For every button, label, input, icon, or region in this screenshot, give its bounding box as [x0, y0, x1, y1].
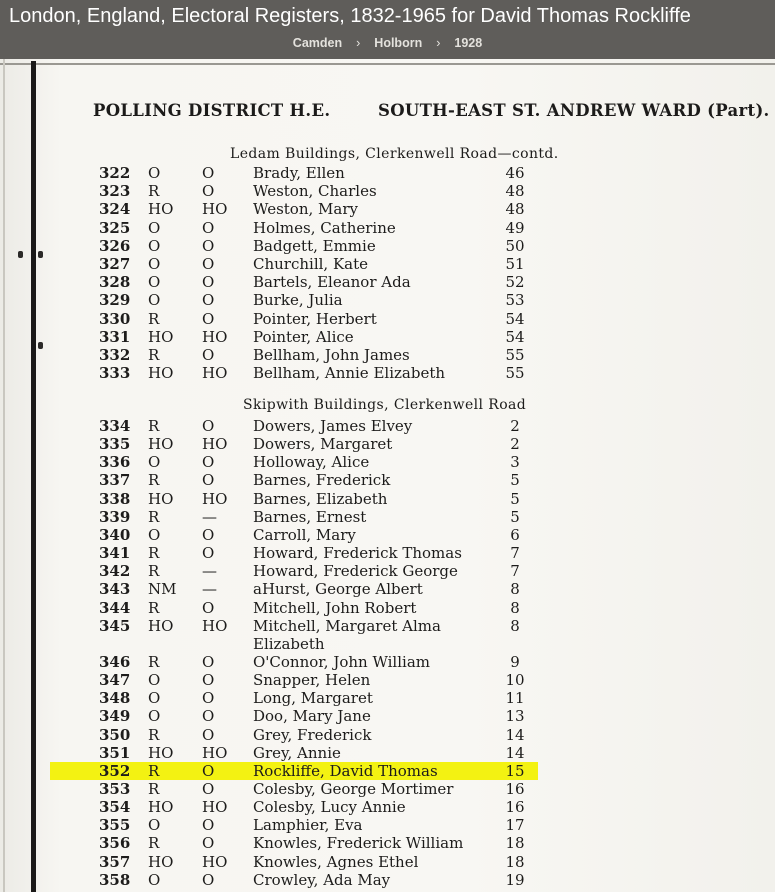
voter-row — [0, 435, 775, 453]
residence-code: O — [202, 671, 215, 690]
elector-name: Grey, Annie — [253, 743, 341, 762]
voter-row — [0, 871, 775, 889]
residence-code: O — [202, 182, 215, 201]
house-number: 11 — [505, 689, 525, 708]
residence-code: O — [202, 544, 215, 563]
house-number: 6 — [510, 525, 520, 544]
elector-number: 349 — [99, 707, 131, 726]
elector-name: Mitchell, John Robert — [253, 598, 417, 617]
elector-name: Mitchell, Margaret Alma — [253, 616, 441, 635]
elector-number: 330 — [99, 309, 131, 328]
voter-row — [0, 689, 775, 707]
elector-number: 332 — [99, 346, 131, 364]
qualification-code: HO — [148, 798, 174, 817]
voter-row — [0, 798, 775, 816]
voter-row — [0, 635, 775, 653]
elector-number: 328 — [99, 273, 131, 292]
house-number: 49 — [505, 218, 525, 237]
elector-name: Holloway, Alice — [253, 453, 370, 472]
voter-row — [0, 853, 775, 871]
house-number: 8 — [510, 616, 520, 635]
qualification-code: R — [148, 834, 160, 853]
residence-code: HO — [202, 616, 228, 635]
elector-name: Doo, Mary Jane — [253, 707, 371, 726]
elector-name: Bellham, Annie Elizabeth — [253, 364, 446, 383]
qualification-code: R — [148, 346, 160, 364]
house-number: 16 — [505, 798, 525, 817]
qualification-code: R — [148, 544, 160, 563]
elector-name: Pointer, Herbert — [253, 309, 377, 328]
voter-row — [0, 219, 775, 237]
house-number: 8 — [510, 598, 520, 617]
house-number: 7 — [510, 562, 520, 581]
elector-number: 329 — [99, 291, 131, 310]
qualification-code: HO — [148, 435, 174, 454]
residence-code: O — [202, 471, 215, 490]
elector-number: 348 — [99, 689, 131, 708]
elector-number: 357 — [99, 852, 131, 871]
residence-code: O — [202, 725, 215, 744]
voter-row — [0, 255, 775, 273]
qualification-code: O — [148, 273, 161, 292]
qualification-code: R — [148, 471, 160, 490]
elector-name: Long, Margaret — [253, 689, 373, 708]
elector-name: Barnes, Ernest — [253, 507, 367, 526]
elector-name: Barnes, Elizabeth — [253, 489, 388, 508]
qualification-code: R — [148, 309, 160, 328]
qualification-code: R — [148, 780, 160, 798]
house-number: 2 — [510, 435, 520, 454]
voter-row — [0, 617, 775, 635]
elector-number: 341 — [99, 544, 131, 563]
house-number: 55 — [505, 346, 525, 364]
chevron-right-icon: › — [356, 36, 361, 50]
qualification-code: O — [148, 453, 161, 472]
elector-name: Brady, Ellen — [253, 164, 345, 182]
residence-code: O — [202, 346, 215, 364]
elector-number: 342 — [99, 562, 131, 581]
house-number: 16 — [505, 780, 525, 798]
house-number: 5 — [510, 507, 520, 526]
elector-name: Holmes, Catherine — [253, 218, 396, 237]
voter-row — [0, 780, 775, 798]
street-heading: Ledam Buildings, Clerkenwell Road—contd. — [230, 146, 559, 162]
elector-name: Knowles, Frederick William — [253, 834, 464, 853]
elector-name: Churchill, Kate — [253, 255, 369, 273]
elector-name: Weston, Charles — [253, 182, 377, 201]
house-number: 50 — [505, 236, 525, 255]
house-number: 55 — [505, 364, 525, 383]
elector-number: 351 — [99, 743, 131, 762]
house-number: 17 — [505, 816, 525, 835]
elector-name: Dowers, James Elvey — [253, 417, 413, 435]
residence-code: O — [202, 417, 215, 435]
voter-row — [0, 544, 775, 562]
elector-name: Bellham, John James — [253, 346, 410, 364]
elector-number: 322 — [99, 164, 131, 182]
house-number: 46 — [505, 164, 525, 182]
house-number: 5 — [510, 489, 520, 508]
voter-row — [0, 471, 775, 489]
page-top-edge — [0, 63, 775, 65]
voter-row — [0, 508, 775, 526]
voter-row — [0, 834, 775, 852]
voter-row — [0, 599, 775, 617]
elector-number: 350 — [99, 725, 131, 744]
qualification-code: HO — [148, 489, 174, 508]
elector-name: Lamphier, Eva — [253, 816, 363, 835]
qualification-code: O — [148, 218, 161, 237]
elector-name: Carroll, Mary — [253, 525, 356, 544]
street-heading: Skipwith Buildings, Clerkenwell Road — [243, 397, 527, 413]
elector-name: Barnes, Frederick — [253, 471, 391, 490]
voter-row — [0, 653, 775, 671]
voter-row — [0, 237, 775, 255]
elector-name: Colesby, George Mortimer — [253, 780, 454, 798]
elector-number: 325 — [99, 218, 131, 237]
house-number: 18 — [505, 834, 525, 853]
residence-code: O — [202, 780, 215, 798]
voter-row — [0, 273, 775, 291]
voter-row — [0, 291, 775, 309]
residence-code: — — [202, 580, 217, 599]
qualification-code: O — [148, 525, 161, 544]
elector-number: 331 — [99, 327, 131, 346]
elector-name: Snapper, Helen — [253, 671, 371, 690]
residence-code: HO — [202, 852, 228, 871]
qualification-code: O — [148, 291, 161, 310]
qualification-code: O — [148, 671, 161, 690]
residence-code: — — [202, 507, 217, 526]
elector-number: 353 — [99, 780, 131, 798]
residence-code: O — [202, 598, 215, 617]
house-number: 5 — [510, 471, 520, 490]
register-page-image[interactable] — [0, 59, 775, 892]
voter-row — [0, 726, 775, 744]
house-number: 7 — [510, 544, 520, 563]
residence-code: O — [202, 291, 215, 310]
elector-number: 337 — [99, 471, 131, 490]
voter-row — [0, 182, 775, 200]
residence-code: O — [202, 816, 215, 835]
house-number: 13 — [505, 707, 525, 726]
qualification-code: O — [148, 707, 161, 726]
house-number: 14 — [505, 725, 525, 744]
house-number: 9 — [510, 652, 520, 671]
house-number: 48 — [505, 182, 525, 201]
voter-row — [0, 707, 775, 725]
elector-number: 344 — [99, 598, 131, 617]
elector-name: Rockliffe, David Thomas — [253, 761, 438, 780]
elector-name: Knowles, Agnes Ethel — [253, 852, 419, 871]
polling-district-heading: POLLING DISTRICT H.E. — [93, 101, 331, 120]
house-number: 8 — [510, 580, 520, 599]
residence-code: O — [202, 273, 215, 292]
elector-number: 334 — [99, 417, 131, 435]
residence-code: — — [202, 562, 217, 581]
house-number: 51 — [505, 255, 525, 273]
qualification-code: HO — [148, 616, 174, 635]
elector-number: 335 — [99, 435, 131, 454]
chevron-right-icon: › — [436, 36, 441, 50]
qualification-code: HO — [148, 364, 174, 383]
voter-row — [0, 328, 775, 346]
residence-code: HO — [202, 364, 228, 383]
residence-code: O — [202, 309, 215, 328]
breadcrumb-year[interactable]: 1928 — [454, 36, 483, 50]
house-number: 14 — [505, 743, 525, 762]
residence-code: O — [202, 707, 215, 726]
qualification-code: R — [148, 761, 160, 780]
residence-code: HO — [202, 798, 228, 817]
voter-row — [0, 310, 775, 328]
elector-name: aHurst, George Albert — [253, 580, 423, 599]
elector-number: 347 — [99, 671, 131, 690]
elector-number: 355 — [99, 816, 131, 835]
voter-row — [0, 200, 775, 218]
qualification-code: O — [148, 255, 161, 273]
residence-code: HO — [202, 200, 228, 219]
elector-name: Bartels, Eleanor Ada — [253, 273, 411, 292]
residence-code: HO — [202, 435, 228, 454]
elector-name: Weston, Mary — [253, 200, 358, 219]
elector-number: 358 — [99, 870, 131, 889]
elector-number: 338 — [99, 489, 131, 508]
residence-code: O — [202, 870, 215, 889]
residence-code: O — [202, 689, 215, 708]
elector-name: Badgett, Emmie — [253, 236, 376, 255]
elector-name: Pointer, Alice — [253, 327, 354, 346]
residence-code: O — [202, 453, 215, 472]
elector-number: 326 — [99, 236, 131, 255]
qualification-code: O — [148, 689, 161, 708]
breadcrumb-camden[interactable]: Camden — [292, 36, 343, 50]
voter-row — [0, 580, 775, 598]
ward-heading: SOUTH-EAST ST. ANDREW WARD (Part). — [378, 101, 770, 120]
elector-name: Colesby, Lucy Annie — [253, 798, 406, 817]
qualification-code: R — [148, 182, 160, 201]
residence-code: HO — [202, 743, 228, 762]
voter-row — [0, 526, 775, 544]
house-number: 54 — [505, 309, 525, 328]
house-number: 10 — [505, 671, 525, 690]
house-number: 3 — [510, 453, 520, 472]
qualification-code: R — [148, 417, 160, 435]
elector-number: 333 — [99, 364, 131, 383]
qualification-code: HO — [148, 200, 174, 219]
voter-row — [0, 490, 775, 508]
elector-number: 336 — [99, 453, 131, 472]
elector-name: Grey, Frederick — [253, 725, 372, 744]
house-number: 2 — [510, 417, 520, 435]
elector-number: 352 — [99, 761, 131, 780]
elector-number: 339 — [99, 507, 131, 526]
elector-number: 324 — [99, 200, 131, 219]
elector-name: Elizabeth — [253, 634, 325, 653]
elector-number: 354 — [99, 798, 131, 817]
qualification-code: O — [148, 816, 161, 835]
qualification-code: HO — [148, 852, 174, 871]
voter-row — [0, 562, 775, 580]
qualification-code: HO — [148, 327, 174, 346]
voter-row — [0, 364, 775, 382]
residence-code: O — [202, 761, 215, 780]
elector-number: 340 — [99, 525, 131, 544]
elector-name: O'Connor, John William — [253, 652, 430, 671]
elector-name: Crowley, Ada May — [253, 870, 391, 889]
qualification-code: HO — [148, 743, 174, 762]
qualification-code: NM — [148, 580, 177, 599]
elector-number: 356 — [99, 834, 131, 853]
qualification-code: O — [148, 236, 161, 255]
house-number: 18 — [505, 852, 525, 871]
elector-name: Dowers, Margaret — [253, 435, 393, 454]
residence-code: O — [202, 218, 215, 237]
voter-row — [0, 816, 775, 834]
elector-number: 343 — [99, 580, 131, 599]
residence-code: O — [202, 834, 215, 853]
elector-number: 345 — [99, 616, 131, 635]
qualification-code: O — [148, 870, 161, 889]
breadcrumb — [0, 36, 775, 50]
voter-row — [0, 346, 775, 364]
residence-code: O — [202, 164, 215, 182]
qualification-code: R — [148, 598, 160, 617]
title-bar — [0, 0, 775, 59]
qualification-code: O — [148, 164, 161, 182]
elector-number: 346 — [99, 652, 131, 671]
qualification-code: R — [148, 652, 160, 671]
breadcrumb-holborn[interactable]: Holborn — [374, 36, 423, 50]
elector-name: Howard, Frederick Thomas — [253, 544, 462, 563]
voter-row-highlighted — [0, 762, 775, 780]
residence-code: HO — [202, 489, 228, 508]
elector-number: 323 — [99, 182, 131, 201]
elector-name: Howard, Frederick George — [253, 562, 458, 581]
house-number: 48 — [505, 200, 525, 219]
voter-row — [0, 164, 775, 182]
qualification-code: R — [148, 725, 160, 744]
residence-code: O — [202, 236, 215, 255]
house-number: 52 — [505, 273, 525, 292]
house-number: 15 — [505, 761, 525, 780]
house-number: 53 — [505, 291, 525, 310]
voter-row — [0, 417, 775, 435]
record-title: London, England, Electoral Registers, 1832-1965 for David Thomas Rockliffe — [9, 5, 691, 27]
voter-row — [0, 453, 775, 471]
elector-name: Burke, Julia — [253, 291, 343, 310]
residence-code: HO — [202, 327, 228, 346]
house-number: 54 — [505, 327, 525, 346]
qualification-code: R — [148, 562, 160, 581]
voter-row — [0, 744, 775, 762]
voter-row — [0, 671, 775, 689]
residence-code: O — [202, 525, 215, 544]
elector-number: 327 — [99, 255, 131, 273]
residence-code: O — [202, 255, 215, 273]
qualification-code: R — [148, 507, 160, 526]
house-number: 19 — [505, 870, 525, 889]
residence-code: O — [202, 652, 215, 671]
